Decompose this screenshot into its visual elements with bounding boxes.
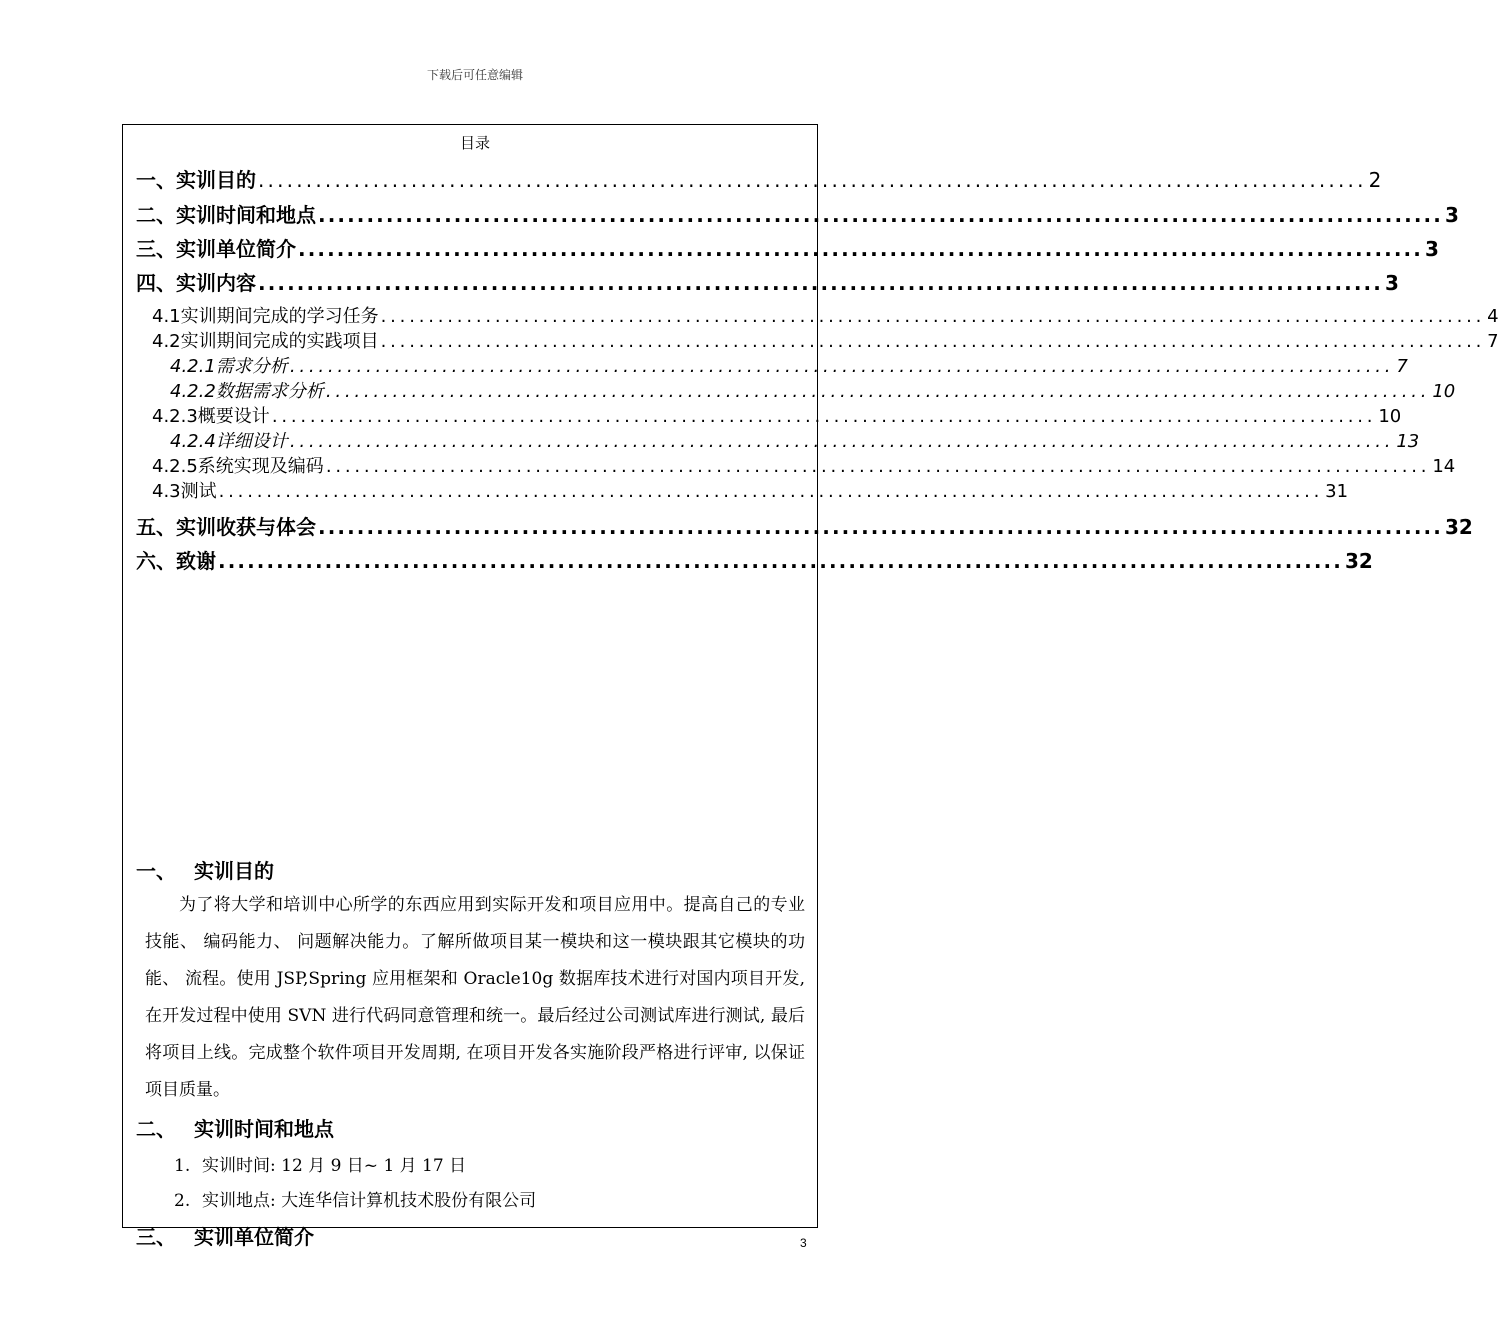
page-number: 3 <box>800 1236 807 1250</box>
toc-entry-4-2[interactable] <box>152 327 1499 353</box>
list-item-text: 实训时间: 12 月 9 日~ 1 月 17 日 <box>202 1156 467 1176</box>
toc-entry-2[interactable] <box>136 199 1459 228</box>
toc-entry-4[interactable] <box>136 267 1399 296</box>
section-number: 三、 <box>136 1225 176 1249</box>
toc-entry-label: 实训目的 <box>176 168 256 192</box>
toc-entry-4-1[interactable] <box>152 302 1499 328</box>
toc-leader-dots: .................................................................................................................... <box>318 203 1443 227</box>
toc-entry-number: 一、 <box>136 168 176 192</box>
toc-entry-label: 4.1实训期间完成的学习任务 <box>152 306 379 327</box>
toc-leader-dots: .................................................................................................................... <box>289 431 1395 452</box>
toc-entry-6[interactable] <box>136 545 1373 574</box>
toc-entry-label: 4.2实训期间完成的实践项目 <box>152 331 379 352</box>
toc-entry-4-2-5[interactable] <box>152 452 1456 478</box>
toc-entry-label: 4.2.1需求分析 <box>170 356 288 377</box>
toc-entry-label: 实训时间和地点 <box>176 203 316 227</box>
toc-entry-1[interactable] <box>136 164 1382 193</box>
toc-entry-label: 4.2.2数据需求分析 <box>170 381 324 402</box>
list-item-time <box>174 1151 466 1176</box>
toc-leader-dots: .................................................................................................................... <box>258 271 1383 295</box>
toc-entry-page: 7 <box>1487 331 1499 352</box>
section-title: 实训单位简介 <box>194 1225 314 1249</box>
toc-entry-4-2-3[interactable] <box>152 402 1402 428</box>
toc-leader-dots: .................................................................................................................... <box>325 456 1431 477</box>
toc-entry-page: 13 <box>1396 431 1420 452</box>
toc-entry-label: 4.2.4详细设计 <box>170 431 288 452</box>
toc-title: 目录 <box>459 134 490 152</box>
toc-entry-page: 32 <box>1344 549 1373 573</box>
toc-entry-page: 32 <box>1444 515 1473 539</box>
toc-leader-dots: .................................................................................................................... <box>325 381 1431 402</box>
toc-entry-3[interactable] <box>136 233 1439 262</box>
toc-entry-page: 14 <box>1432 456 1456 477</box>
section-heading-purpose <box>136 855 274 884</box>
list-item-number: 1. <box>174 1156 191 1176</box>
toc-entry-page: 4 <box>1487 306 1499 327</box>
toc-leader-dots: .................................................................................................................... <box>271 406 1377 427</box>
section-heading-company <box>136 1221 314 1250</box>
toc-entry-page: 31 <box>1325 481 1349 502</box>
list-item-number: 2. <box>174 1191 191 1211</box>
toc-leader-dots: .................................................................................................................... <box>380 331 1486 352</box>
toc-entry-number: 三、 <box>136 237 176 261</box>
toc-leader-dots: .................................................................................................................... <box>380 306 1486 327</box>
toc-entry-number: 四、 <box>136 271 176 295</box>
toc-entry-label: 4.3测试 <box>152 481 217 502</box>
toc-entry-number: 二、 <box>136 203 176 227</box>
toc-entry-label: 实训收获与体会 <box>176 515 316 539</box>
toc-entry-label: 实训内容 <box>176 271 256 295</box>
section-number: 一、 <box>136 859 176 883</box>
toc-leader-dots: .................................................................................................................... <box>218 481 1324 502</box>
list-item-text: 实训地点: 大连华信计算机技术股份有限公司 <box>202 1191 537 1211</box>
header-note: 下载后可任意编辑 <box>426 68 523 82</box>
toc-leader-dots: .................................................................................................................... <box>298 237 1423 261</box>
toc-entry-page: 7 <box>1396 356 1408 377</box>
toc-entry-4-2-1[interactable] <box>170 352 1408 378</box>
toc-entry-label: 致谢 <box>176 549 216 573</box>
toc-entry-number: 六、 <box>136 549 176 573</box>
toc-entry-label: 实训单位简介 <box>176 237 296 261</box>
toc-entry-page: 3 <box>1384 271 1399 295</box>
section-heading-time-place <box>136 1113 334 1142</box>
toc-entry-label: 4.2.3概要设计 <box>152 406 270 427</box>
toc-entry-4-2-2[interactable] <box>170 377 1456 403</box>
section-number: 二、 <box>136 1117 176 1141</box>
toc-entry-page: 10 <box>1432 381 1456 402</box>
list-item-place <box>174 1186 536 1211</box>
toc-entry-page: 3 <box>1444 203 1459 227</box>
toc-entry-page: 10 <box>1378 406 1402 427</box>
toc-entry-label: 4.2.5系统实现及编码 <box>152 456 324 477</box>
toc-entry-4-3[interactable] <box>152 477 1349 503</box>
toc-entry-5[interactable] <box>136 511 1473 540</box>
toc-leader-dots: .................................................................................................................... <box>218 549 1343 573</box>
toc-leader-dots: .................................................................................................................... <box>258 168 1367 192</box>
section-title: 实训时间和地点 <box>194 1117 334 1141</box>
toc-leader-dots: .................................................................................................................... <box>318 515 1443 539</box>
purpose-paragraph: 为了将大学和培训中心所学的东西应用到实际开发和项目应用中。提高自己的专业技能、 编码能力、 问题解决能力。了解所做项目某一模块和这一模块跟其它模块的功能、 流程。使用 JSP,Spring 应用框架和 Oracle10g 数据库技术进行对国内项目开发, 在开发过程中使用 SVN 进行代码同意管理和统一。最后经过公司测试库进行测试, 最后将项目上线。完成整个软件项目开发周期, 在项目开发各实施阶段严格进行评审, 以保证项目质量。 <box>145 895 805 1100</box>
section-title: 实训目的 <box>194 859 274 883</box>
toc-entry-page: 2 <box>1368 168 1382 192</box>
toc-entry-4-2-4[interactable] <box>170 427 1420 453</box>
toc-entry-page: 3 <box>1424 237 1439 261</box>
toc-leader-dots: .................................................................................................................... <box>289 356 1395 377</box>
toc-entry-number: 五、 <box>136 515 176 539</box>
